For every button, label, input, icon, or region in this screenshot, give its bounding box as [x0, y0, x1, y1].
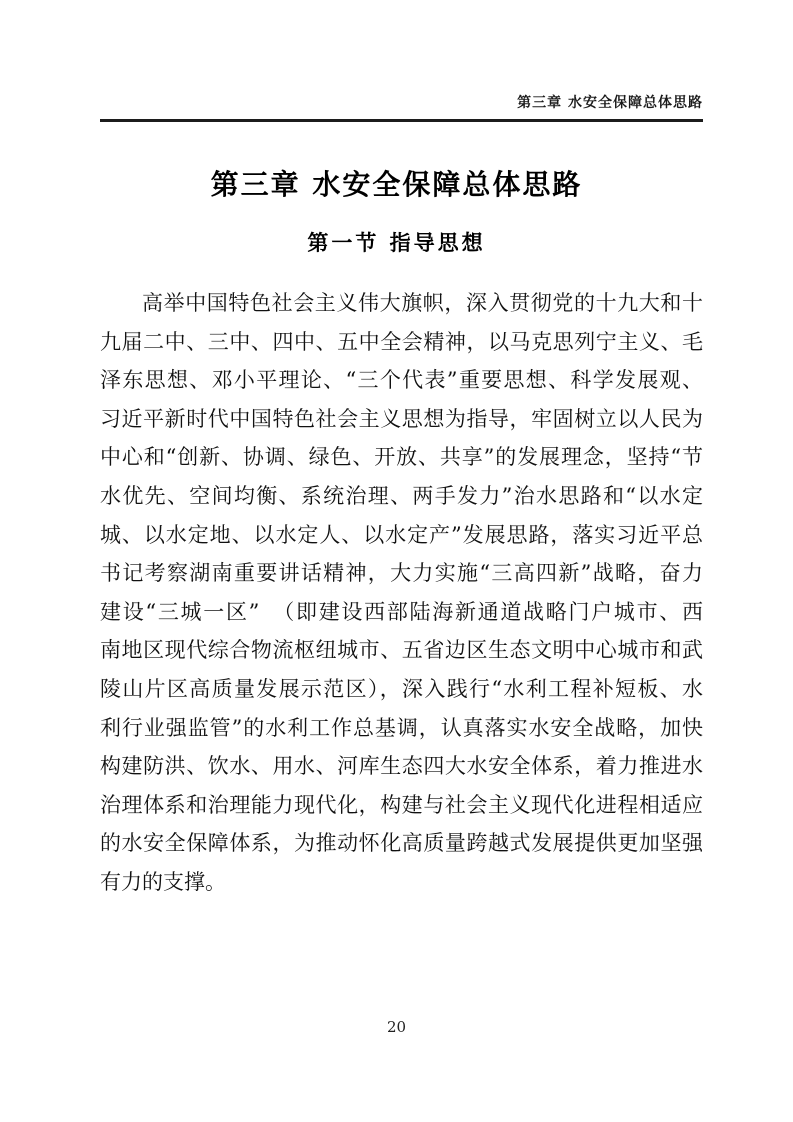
body-line: 治理体系和治理能力现代化，构建与社会主义现代化进程相适应 [100, 792, 703, 817]
body-line: 构建防洪、饮水、用水、河库生态四大水安全体系，着力推进水 [100, 754, 703, 779]
chapter-title: 第三章 水安全保障总体思路 [210, 168, 583, 201]
running-header-text: 第三章 水安全保障总体思路 [517, 95, 703, 111]
body-line: 有力的支撑。 [100, 869, 226, 894]
body-line: 南地区现代综合物流枢纽城市、五省边区生态文明中心城市和武 [100, 638, 703, 663]
body-paragraph [100, 284, 703, 902]
body-line: 泽东思想、邓小平理论、“三个代表”重要思想、科学发展观、 [100, 368, 703, 393]
body-line: 陵山片区高质量发展示范区），深入践行“水利工程补短板、水 [100, 676, 703, 701]
body-line: 高举中国特色社会主义伟大旗帜，深入贯彻党的十九大和十 [142, 291, 703, 315]
body-line: 建设“三城一区” （即建设西部陆海新通道战略门户城市、西 [100, 599, 703, 624]
section-title: 第一节 指导思想 [307, 230, 486, 255]
body-line: 习近平新时代中国特色社会主义思想为指导，牢固树立以人民为 [100, 406, 703, 431]
body-line: 书记考察湖南重要讲话精神，大力实施“三高四新”战略，奋力 [100, 561, 703, 586]
body-line: 水优先、空间均衡、系统治理、两手发力”治水思路和“以水定 [100, 483, 703, 508]
body-line: 利行业强监管”的水利工作总基调，认真落实水安全战略，加快 [100, 715, 703, 740]
body-line: 中心和“创新、协调、绿色、开放、共享”的发展理念，坚持“节 [100, 445, 703, 470]
body-line: 城、以水定地、以水定人、以水定产”发展思路，落实习近平总 [100, 522, 703, 547]
page-number: 20 [386, 1018, 407, 1036]
body-line: 的水安全保障体系，为推动怀化高质量跨越式发展提供更加坚强 [100, 831, 703, 856]
header-divider [100, 119, 703, 122]
body-line: 九届二中、三中、四中、五中全会精神，以马克思列宁主义、毛 [100, 329, 703, 354]
